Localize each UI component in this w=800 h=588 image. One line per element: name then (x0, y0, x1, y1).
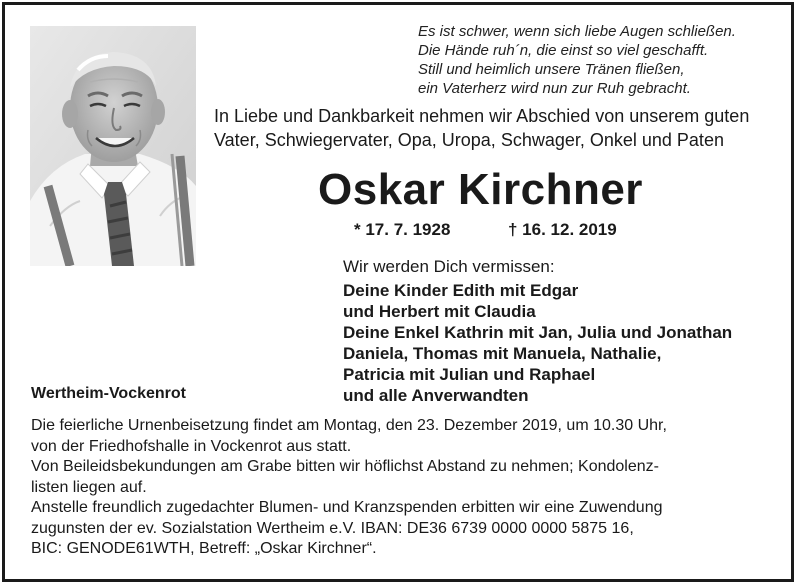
intro-line: In Liebe und Dankbarkeit nehmen wir Abschied von unserem guten (214, 106, 750, 126)
mourners-list (343, 280, 732, 406)
mourner-line: Deine Kinder Edith mit Edgar (343, 281, 579, 300)
farewell-intro (214, 104, 784, 152)
portrait-icon (30, 26, 196, 266)
deceased-name: Oskar Kirchner (318, 165, 643, 214)
mourner-line: Deine Enkel Kathrin mit Jan, Julia und Jonathan (343, 323, 733, 342)
details-line: BIC: GENODE61WTH, Betreff: „Oskar Kirchner“. (31, 540, 377, 557)
place-name: Wertheim-Vockenrot (31, 385, 186, 402)
birth-date: * 17. 7. 1928 (354, 220, 451, 239)
funeral-details (31, 416, 783, 560)
poem-line: Es ist schwer, wenn sich liebe Augen schließen. (418, 23, 736, 40)
details-line: zugunsten der ev. Sozialstation Wertheim e.V. IBAN: DE36 6739 0000 0000 5875 16, (31, 519, 634, 537)
death-date: † 16. 12. 2019 (508, 220, 617, 239)
mourner-line: Patricia mit Julian und Raphael (343, 365, 596, 384)
intro-line: Vater, Schwiegervater, Opa, Uropa, Schwager, Onkel und Paten (214, 130, 724, 150)
mourner-line: und alle Anverwandten (343, 386, 529, 405)
poem-line: ein Vaterherz wird nun zur Ruh gebracht. (418, 80, 691, 97)
poem-verse (418, 22, 778, 98)
mourner-line: und Herbert mit Claudia (343, 302, 536, 321)
details-line: Von Beileidsbekundungen am Grabe bitten wir höflichst Abstand zu nehmen; Kondolenz- (31, 458, 659, 475)
mourner-line: Daniela, Thomas mit Manuela, Nathalie, (343, 344, 662, 363)
details-line: von der Friedhofshalle in Vockenrot aus statt. (31, 437, 352, 455)
poem-line: Still und heimlich unsere Tränen fließen, (418, 61, 685, 78)
details-line: listen liegen auf. (31, 478, 147, 496)
mourners-intro: Wir werden Dich vermissen: (343, 257, 555, 276)
poem-line: Die Hände ruh´n, die einst so viel geschafft. (418, 42, 709, 59)
portrait-photo (30, 26, 196, 266)
details-line: Anstelle freundlich zugedachter Blumen- und Kranzspenden erbitten wir eine Zuwendung (31, 499, 663, 516)
details-line: Die feierliche Urnenbeisetzung findet am Montag, den 23. Dezember 2019, um 10.30 Uhr, (31, 417, 667, 434)
